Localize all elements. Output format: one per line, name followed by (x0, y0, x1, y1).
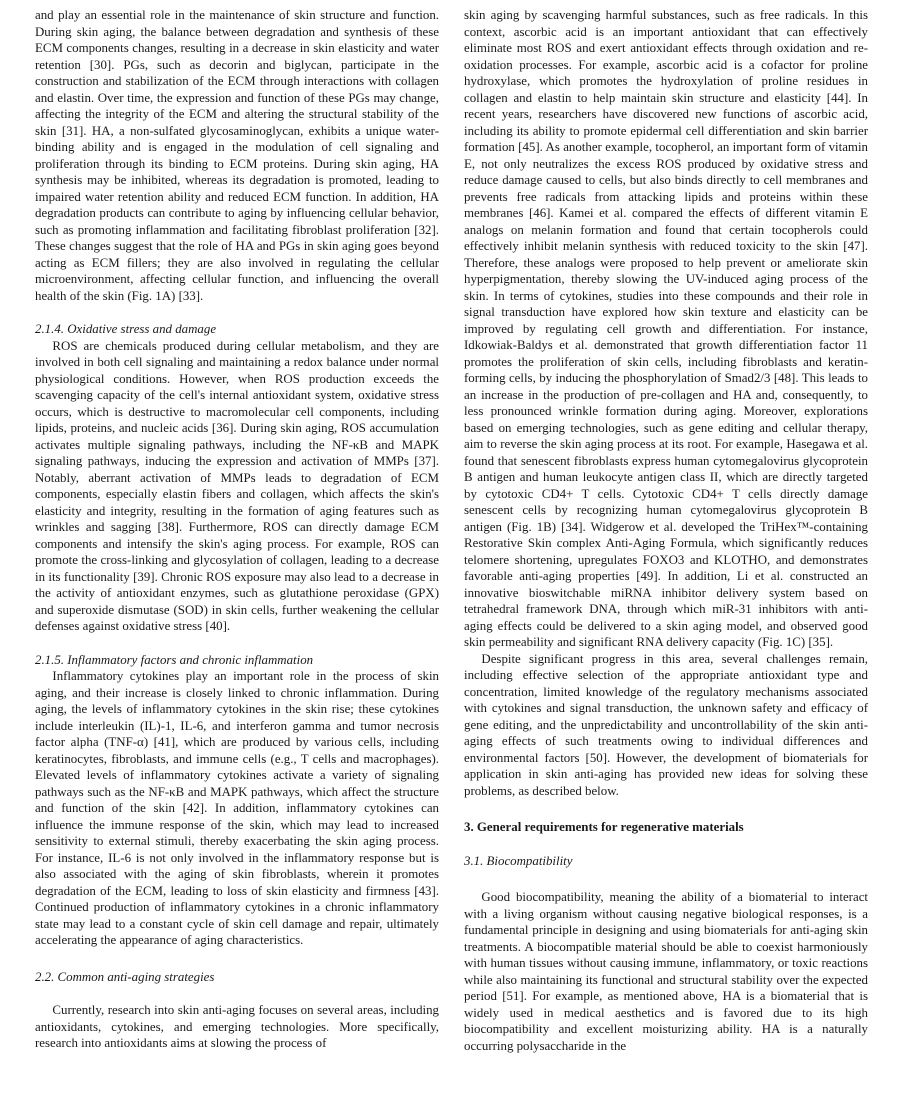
section-heading-3-1: 3.1. Biocompatibility (464, 853, 573, 868)
paragraph: Currently, research into skin anti-aging focuses on several areas, including antioxidants, cytokines, and emerging technologies. More specifically, research into antioxidants aims at slowing the process of (35, 1003, 439, 1050)
paragraph: skin aging by scavenging harmful substances, such as free radicals. In this context, ascorbic acid is an important antioxidant that can effectively eliminate most ROS and exert antioxidant effects through oxidation and re-oxidation processes. For example, ascorbic acid is a cofactor for proline hydroxylase, which promotes the hydroxylation of proline residues in collagen and elastin to help maintain skin structure and elasticity [44]. In recent years, researchers have discovered new functions of ascorbic acid, including its ability to promote epidermal cell differentiation and skin barrier formation [45]. As another example, tocopherol, an important form of vitamin E, not only neutralizes the excess ROS produced by oxidative stress and reduce damage caused to cells, but also binds directly to cell membranes and prevents free radicals from attacking lipids and proteins within these membranes [46]. Kamei et al. compared the effects of different vitamin E analogs on melanin formation and found that certain tocopherols could effectively inhibit melanin synthesis with reduced toxicity to the skin [47]. Therefore, these analogs were proposed to help prevent or ameliorate skin hyperpigmentation, thereby slowing the UV-induced aging process of the skin. In terms of cytokines, studies into these compounds and their role in signal transduction have explored how skin texture and elasticity can be improved by regulating cell growth and differentiation. For instance, Idkowiak-Baldys et al. demonstrated that growth differentiation factor 11 promotes the proliferation of skin cells, including fibroblasts and keratin-forming cells, by inducing the phosphorylation of Smad2/3 [48]. This leads to an increase in the production of pre-collagen and HA and, consequently, to less pronounced wrinkle formation during aging. Moreover, explorations based on emerging technologies, such as gene editing and cellular therapy, aim to reverse the skin aging process at its root. For example, Hasegawa et al. found that senescent fibroblasts express human cytomegalovirus glycoprotein B antigen and human leukocyte antigen class II, which are directly targeted by cytotoxic CD4+ T cells. Cytotoxic CD4+ T cells directly damage senescent cells by recognizing human cytomegalovirus glycoprotein B antigen (Fig. 1B) [34]. Widgerow et al. developed the TriHex™-containing Restorative Skin complex Anti-Aging Formula, which significantly reduces telomere shortening, upregulates FOXO3 and KLOTHO, and demonstrates favorable anti-aging properties [49]. In addition, Li et al. constructed an innovative bioswitchable miRNA inhibitor delivery system based on tetrahedral framework DNA, through which miR-31 inhibitors with anti-aging effects could be delivered to a skin aging model, and observed good skin permeability and significant RNA delivery capacity (Fig. 1C) [35]. (464, 8, 868, 649)
paragraph: and play an essential role in the maintenance of skin structure and function. During skin aging, the balance between degradation and synthesis of these ECM components changes, resulting in a decrease in skin elasticity and water retention [30]. PGs, such as decorin and biglycan, participate in the construction and stabilization of the ECM through interactions with collagen and elastin. Over time, the expression and function of these PGs may change, affecting the integrity of the ECM and altering the structural stability of the skin [31]. HA, a non-sulfated glycosaminoglycan, exhibits a unique water-binding ability and is engaged in the modulation of cell signaling and proliferation through its binding to ECM proteins. During skin aging, HA synthesis may be inhibited, whereas its degradation is promoted, leading to impaired water retention ability and reduced ECM function. In addition, HA degradation products can contribute to aging by influencing cellular behavior, such as promoting inflammation and facilitating fibroblast proliferation [32]. These changes suggest that the role of HA and PGs in skin aging goes beyond acting as ECM fillers; they are also involved in regulating the cellular microenvironment, affecting cellular function, and influencing the overall health of the skin (Fig. 1A) [33]. (35, 8, 439, 303)
paragraph: Inflammatory cytokines play an important role in the process of skin aging, and their increase is closely linked to chronic inflammation. During aging, the levels of inflammatory cytokines in the skin rise; these cytokines include interleukin (IL)-1, IL-6, and interferon gamma and tumor necrosis factor alpha (TNF-α) [41], which are produced by various cells, including keratinocytes, fibroblasts, and immune cells (e.g., T cells and macrophages). Elevated levels of inflammatory cytokines activate a variety of signaling pathways such as the NF-κB and MAPK pathways, which affect the structure and function of the skin [42]. In addition, inflammatory cytokines can influence the immune response of the skin, which may lead to increased sensitivity to external stimuli, thereby exacerbating the skin aging process. For instance, IL-6 is not only involved in the inflammatory response but is also associated with the aging of skin fibroblasts, wherein it promotes degradation of the ECM, leading to loss of skin elasticity and firmness [43]. Continued production of inflammatory cytokines in a chronic inflammatory state may lead to a constant cycle of skin cell damage and repair, ultimately accelerating the appearance of aging characteristics. (35, 669, 439, 947)
paragraph: Good biocompatibility, meaning the ability of a biomaterial to interact with a living organism without causing negative biological responses, is a fundamental principle in designing and using biomaterials for anti-aging skin treatments. A biocompatible material should be able to coexist harmoniously with human tissues without causing immune, inflammatory, or toxic reactions while also maintaining its functional and structural stability over the expected period [51]. For example, as mentioned above, HA is a biomaterial that is widely used in medical aesthetics and is favored due to its high biocompatibility and excellent moisturizing ability. HA is a naturally occurring polysaccharide in the (464, 890, 868, 1053)
section-heading-2-1-5: 2.1.5. Inflammatory factors and chronic inflammation (35, 652, 314, 667)
paragraph: ROS are chemicals produced during cellular metabolism, and they are involved in both cell signaling and maintaining a redox balance under normal physiological conditions. However, when ROS production exceeds the scavenging capacity of the cell's internal antioxidant system, oxidative stress occurs, which is destructive to macromolecular cell components, including lipids, proteins, and nucleic acids [36]. During skin aging, ROS accumulation activates multiple signaling pathways, including the NF-κB and MAPK signaling pathways, inducing the expression and activation of MMPs [37]. Notably, aberrant activation of MMPs leads to degradation of ECM components, especially elastin fibers and collagen, which affects the skin's elasticity and integrity, resulting in the formation of aging features such as wrinkles and sagging [38]. Furthermore, ROS can directly damage ECM components and intensify the skin's aging process. For example, ROS can promote the cross-linking and glycosylation of collagen, leading to a decrease in its functionality [39]. Chronic ROS exposure may also lead to a decrease in the activity of antioxidant enzymes, such as glutathione peroxidase (GPX) and superoxide dismutase (SOD) in skin cells, further weakening the cellular defenses against oxidative stress [40]. (35, 338, 439, 633)
section-heading-2-1-4: 2.1.4. Oxidative stress and damage (35, 322, 217, 336)
paragraph: Despite significant progress in this area, several challenges remain, including effective selection of the appropriate antioxidant type and concentration, limited knowledge of the regulatory mechanisms associated with cytokines and signal transduction, the unknown safety and efficacy of gene editing, and the unpredictability and uncontrollability of the skin anti-aging effects of such treatments owing to individual differences and environmental factors [50]. However, the development of biomaterials for application in skin anti-aging has provided new ideas for solving these problems, as described below. (464, 651, 868, 798)
left-column (35, 7, 439, 1052)
right-column (464, 7, 868, 1054)
section-heading-3: 3. General requirements for regenerative materials (464, 820, 744, 834)
section-heading-2-2: 2.2. Common anti-aging strategies (35, 969, 215, 984)
